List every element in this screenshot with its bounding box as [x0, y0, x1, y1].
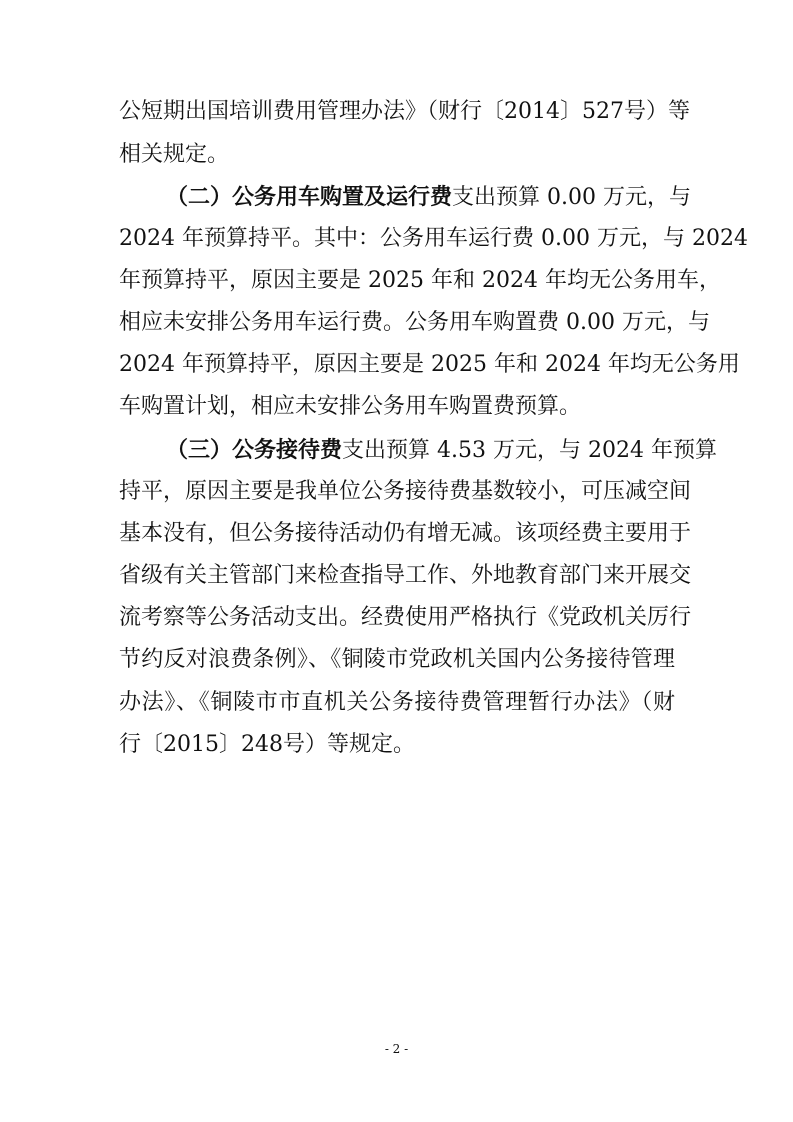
- heading-line-text: 支出预算 0.00 万元，与: [452, 185, 691, 210]
- section-heading-vehicle: （二）公务用车购置及运行费: [166, 184, 453, 210]
- section-heading-line: [166, 181, 691, 213]
- paragraph-line: 节约反对浪费条例》、《铜陵市党政机关国内公务接待管理: [119, 647, 675, 672]
- paragraph-line: 省级有关主管部门来检查指导工作、外地教育部门来开展交: [119, 563, 692, 588]
- section-heading-line: [166, 434, 717, 466]
- paragraph-line: 持平，原因主要是我单位公务接待费基数较小，可压减空间: [119, 479, 692, 504]
- paragraph-line: 2024 年预算持平。其中：公务用车运行费 0.00 万元，与 2024: [119, 226, 748, 251]
- paragraph-line: 相关规定。: [119, 142, 230, 167]
- paragraph-line: 相应未安排公务用车运行费。公务用车购置费 0.00 万元，与: [119, 310, 710, 335]
- paragraph-line: 2024 年预算持平，原因主要是 2025 年和 2024 年均无公务用: [119, 352, 740, 377]
- paragraph-line: 车购置计划，相应未安排公务用车购置费预算。: [119, 394, 582, 419]
- paragraph-line: 年预算持平，原因主要是 2025 年和 2024 年均无公务用车，: [119, 268, 721, 293]
- paragraph-line: 基本没有，但公务接待活动仍有增无减。该项经费主要用于: [119, 521, 692, 546]
- heading-line-text: 支出预算 4.53 万元，与 2024 年预算: [342, 438, 717, 463]
- paragraph-line: 行〔2015〕248号）等规定。: [119, 732, 415, 757]
- paragraph-line: 流考察等公务活动支出。经费使用严格执行《党政机关厉行: [119, 605, 692, 630]
- paragraph-line: 公短期出国培训费用管理办法》（财行〔2014〕527号）等: [119, 99, 690, 124]
- page-number: - 2 -: [384, 1042, 409, 1056]
- section-heading-reception: （三）公务接待费: [166, 437, 343, 463]
- paragraph-line: 办法》、《铜陵市市直机关公务接待费管理暂行办法》（财: [119, 690, 675, 715]
